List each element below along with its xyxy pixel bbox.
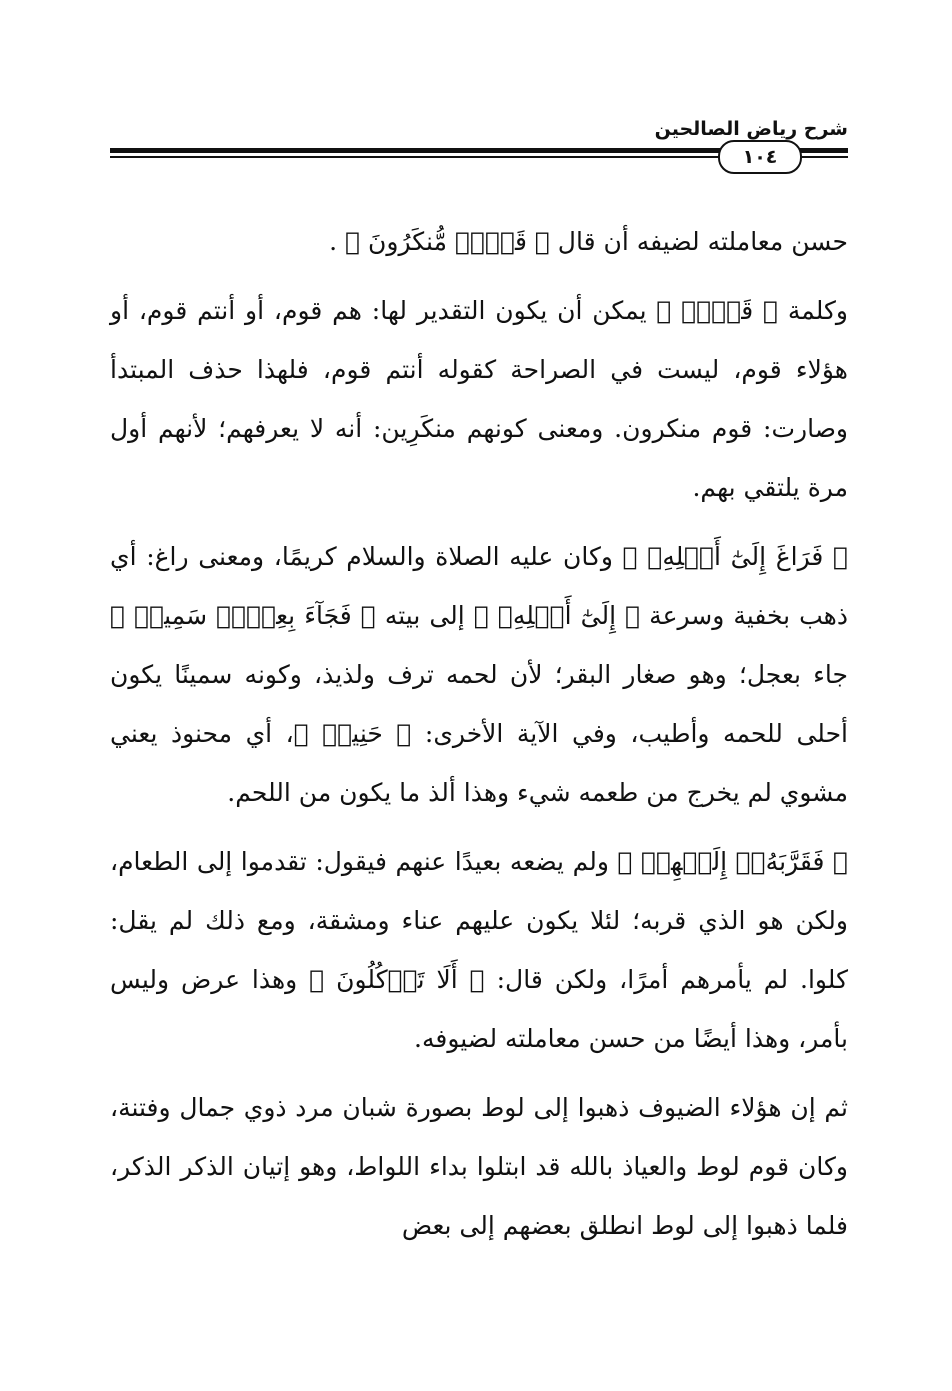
text-segment: ، أي محنوذ يعني مشوي لم يخرج من طعمه شيء وهذا ألذ ما يكون من اللحم. [110,719,848,807]
quran-quote: ﴿ قَوۡمٞ ﴾ [656,296,779,325]
text-segment: يمكن أن يكون التقدير لها: هم قوم، أو أنتم قوم، أو هؤلاء قوم، ليست في الصراحة كقوله أنتم قوم، فلهذا حذف المبتدأ وصارت: قوم منكرون. ومعنى كونهم منكَرِين: أنه لا يعرفهم؛ لأنهم أول مرة يلتقي بهم. [110,296,848,502]
text-segment: إلى بيته [375,601,474,630]
page-number: ١٠٤ [718,140,802,174]
text-segment: وهذا عرض وليس بأمر، وهذا أيضًا من حسن معاملته لضيوفه. [110,965,848,1053]
quran-quote: ﴿ فَجَآءَ بِعِجۡلٖ سَمِينٖ ﴾ [110,601,376,630]
text-segment: . [329,227,346,256]
page-header [110,118,848,178]
paragraph [110,1078,848,1255]
book-title: شرح رياض الصالحين [654,118,848,140]
quran-quote: ﴿ أَلَا تَأۡكُلُونَ ﴾ [309,965,485,994]
quran-quote: ﴿ حَنِيذٖ ﴾ [293,719,412,748]
quran-quote: ﴿ قَوۡمٞ مُّنكَرُونَ ﴾ [345,227,550,256]
quran-quote: ﴿ إِلَىٰٓ أَهۡلِهِۦ ﴾ [473,601,641,630]
paragraph [110,832,848,1068]
text-segment: ولم يضعه بعيدًا عنهم فيقول: تقدموا إلى الطعام، ولكن هو الذي قربه؛ لئلا يكون عليهم عناء ومشقة، ومع ذلك لم يقل: كلوا. لم يأمرهم أمرًا، ولكن قال: [110,847,848,994]
text-segment: جاء بعجل؛ وهو صغار البقر؛ لأن لحمه ترف ولذيذ، وكونه سمينًا يكون أحلى للحمه وأطيب، وفي الآية الأخرى: [110,660,848,748]
text-segment: وكان عليه الصلاة والسلام كريمًا، ومعنى راغ: أي ذهب بخفية وسرعة [110,542,849,630]
quran-quote: ﴿ فَقَرَّبَهُۥٓ إِلَيۡهِمۡ ﴾ [617,847,848,876]
quran-quote: ﴿ فَرَاغَ إِلَىٰٓ أَهۡلِهِۦ ﴾ [622,542,849,571]
text-segment: ثم إن هؤلاء الضيوف ذهبوا إلى لوط بصورة شبان مرد ذوي جمال وفتنة، وكان قوم لوط والعياذ بالله قد ابتلوا بداء اللواط، وهو إتيان الذكر الذكر، فلما ذهبوا إلى لوط انطلق بعضهم إلى بعض [110,1093,848,1240]
text-segment: حسن معاملته لضيفه أن قال [549,227,848,256]
text-segment: وكلمة [778,296,849,325]
paragraph [110,527,848,822]
paragraph [110,281,848,517]
body-text [110,212,848,1265]
paragraph [110,212,848,271]
